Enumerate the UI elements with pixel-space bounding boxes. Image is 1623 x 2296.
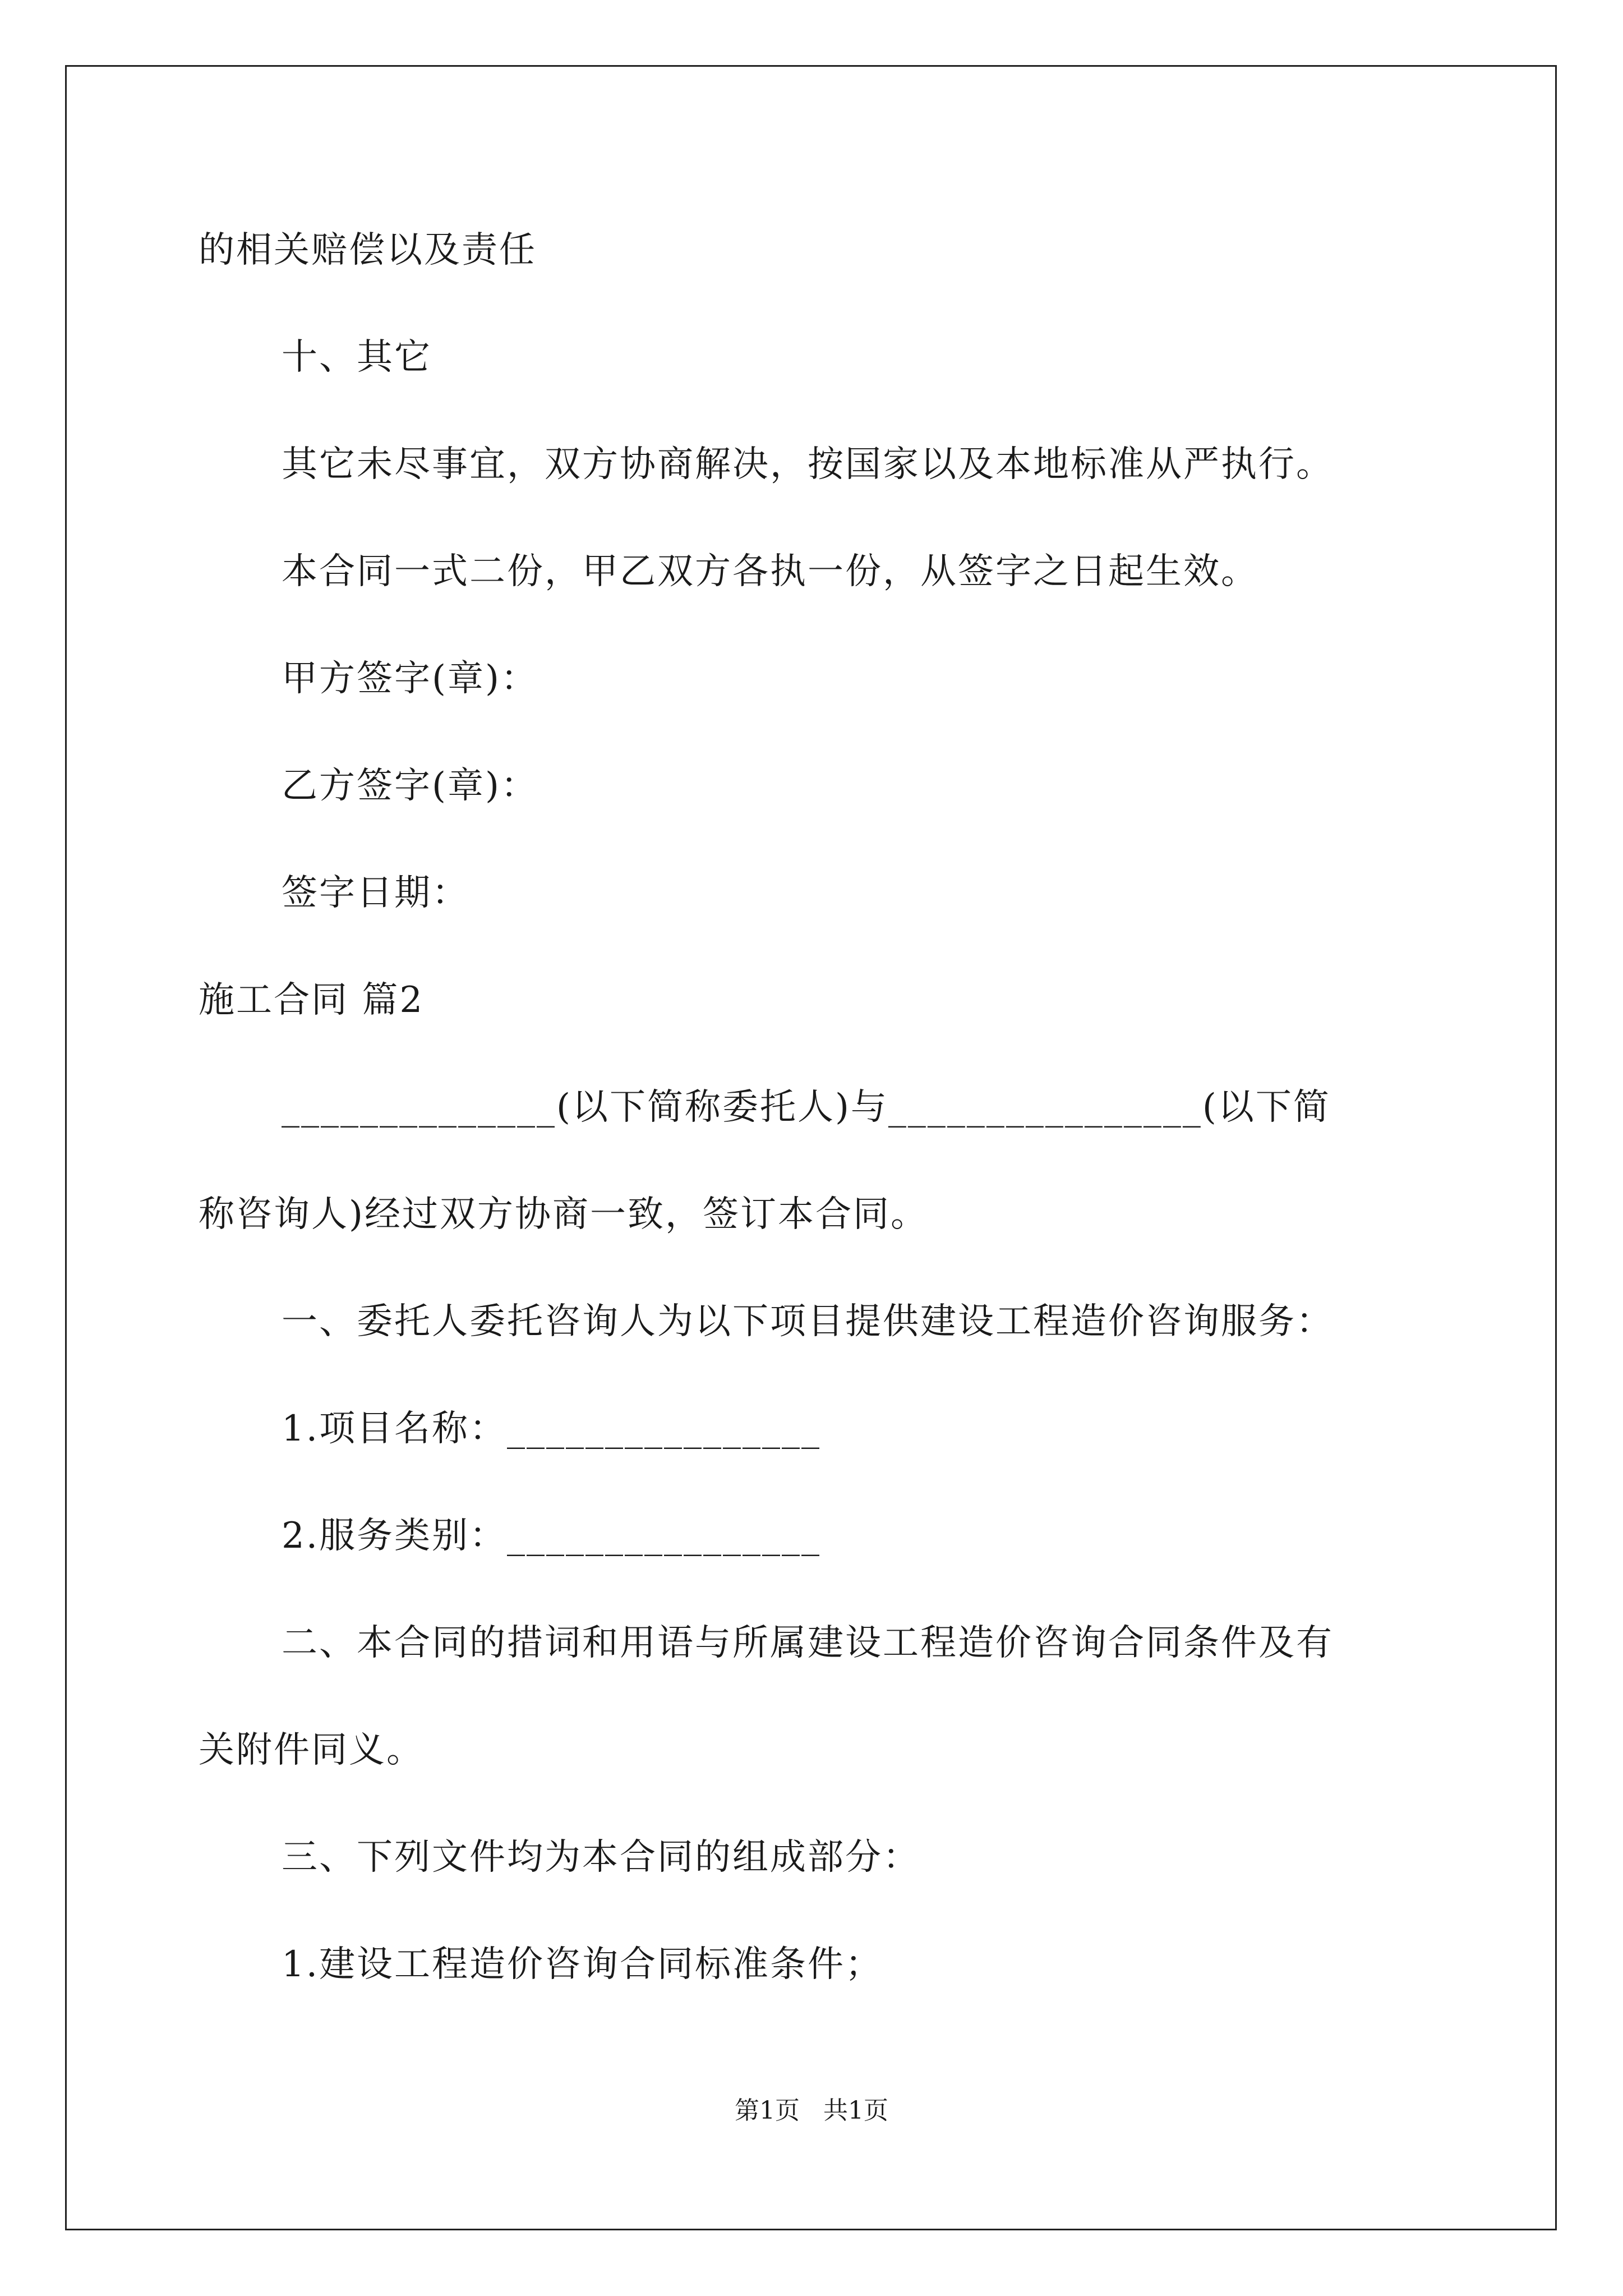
item-standard-conditions: 1.建设工程造价咨询合同标准条件； <box>282 1944 883 1985</box>
clause-two-cont: 关附件同义。 <box>199 1729 424 1771</box>
page-border <box>65 65 1557 2230</box>
party-a-signature: 甲方签字(章)： <box>282 658 538 700</box>
item-project-name: 1.项目名称：________________ <box>282 1408 822 1450</box>
clause-two: 二、本合同的措词和用语与所属建设工程造价咨询合同条件及有 <box>282 1622 1334 1664</box>
clause-three: 三、下列文件均为本合同的组成部分： <box>282 1837 920 1878</box>
text-line-unresolved-matters: 其它未尽事宜，双方协商解决，按国家以及本地标准从严执行。 <box>282 444 1334 485</box>
page-number-footer: 第1页 共1页 <box>735 2096 888 2125</box>
party-b-signature: 乙方签字(章)： <box>282 765 538 807</box>
signature-date: 签字日期： <box>282 872 469 914</box>
contract-title: 施工合同 篇2 <box>199 979 425 1021</box>
text-line-copies: 本合同一式二份，甲乙双方各执一份，从签字之日起生效。 <box>282 551 1258 592</box>
text-line-parties-cont: 称咨询人)经过双方协商一致，签订本合同。 <box>199 1194 928 1235</box>
section-heading-others: 十、其它 <box>282 337 432 378</box>
text-line-parties: ______________(以下简称委托人)与________________(以下简 <box>282 1087 1331 1128</box>
clause-one: 一、委托人委托咨询人为以下项目提供建设工程造价咨询服务： <box>282 1301 1334 1342</box>
text-line-liability-end: 的相关赔偿以及责任 <box>199 229 537 271</box>
item-service-category: 2.服务类别：________________ <box>282 1515 822 1557</box>
